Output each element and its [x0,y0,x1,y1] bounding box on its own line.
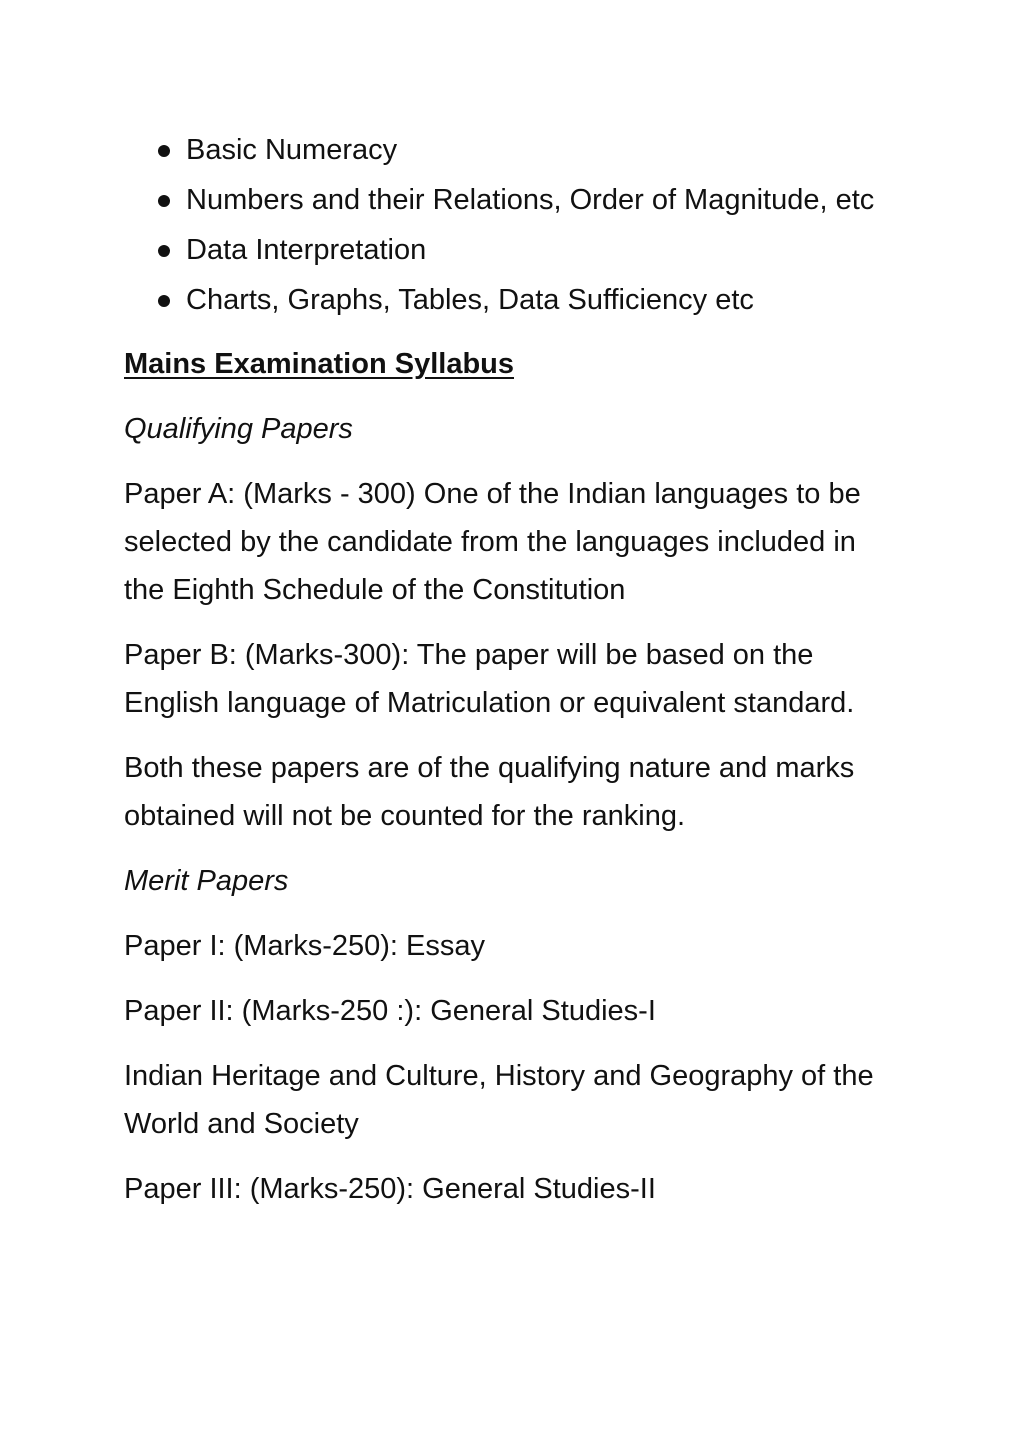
bullet-icon [158,195,170,207]
mains-heading: Mains Examination Syllabus [124,348,514,380]
paper-i-paragraph: Paper I: (Marks-250): Essay [124,930,485,962]
qualifying-papers-heading: Qualifying Papers [124,413,353,445]
paper-b-paragraph: Paper B: (Marks-300): The paper will be based on the English language of Matriculation or equivalent standard. [124,639,855,719]
qualifying-note-paragraph: Both these papers are of the qualifying nature and marks obtained will not be counted for the ranking. [124,752,855,832]
merit-papers-heading: Merit Papers [124,865,289,897]
list-item-text: Data Interpretation [186,234,427,266]
page-content [124,126,904,1213]
list-item [124,126,904,174]
bullet-icon [158,145,170,157]
list-item [124,276,904,324]
paper-ii-topics-paragraph: Indian Heritage and Culture, History and Geography of the World and Society [124,1060,874,1140]
paper-a-paragraph: Paper A: (Marks - 300) One of the Indian languages to be selected by the candidate from the languages included in the Eighth Schedule of the Constitution [124,478,861,606]
paper-ii-paragraph: Paper II: (Marks-250 :): General Studies-I [124,995,656,1027]
list-item-text: Basic Numeracy [186,134,398,166]
bullet-icon [158,245,170,257]
list-item [124,226,904,274]
bullet-list [124,126,904,324]
list-item-text: Numbers and their Relations, Order of Magnitude, etc [186,184,875,216]
bullet-icon [158,295,170,307]
list-item-text: Charts, Graphs, Tables, Data Sufficiency etc [186,284,754,316]
paper-iii-paragraph: Paper III: (Marks-250): General Studies-II [124,1173,656,1205]
list-item [124,176,904,224]
